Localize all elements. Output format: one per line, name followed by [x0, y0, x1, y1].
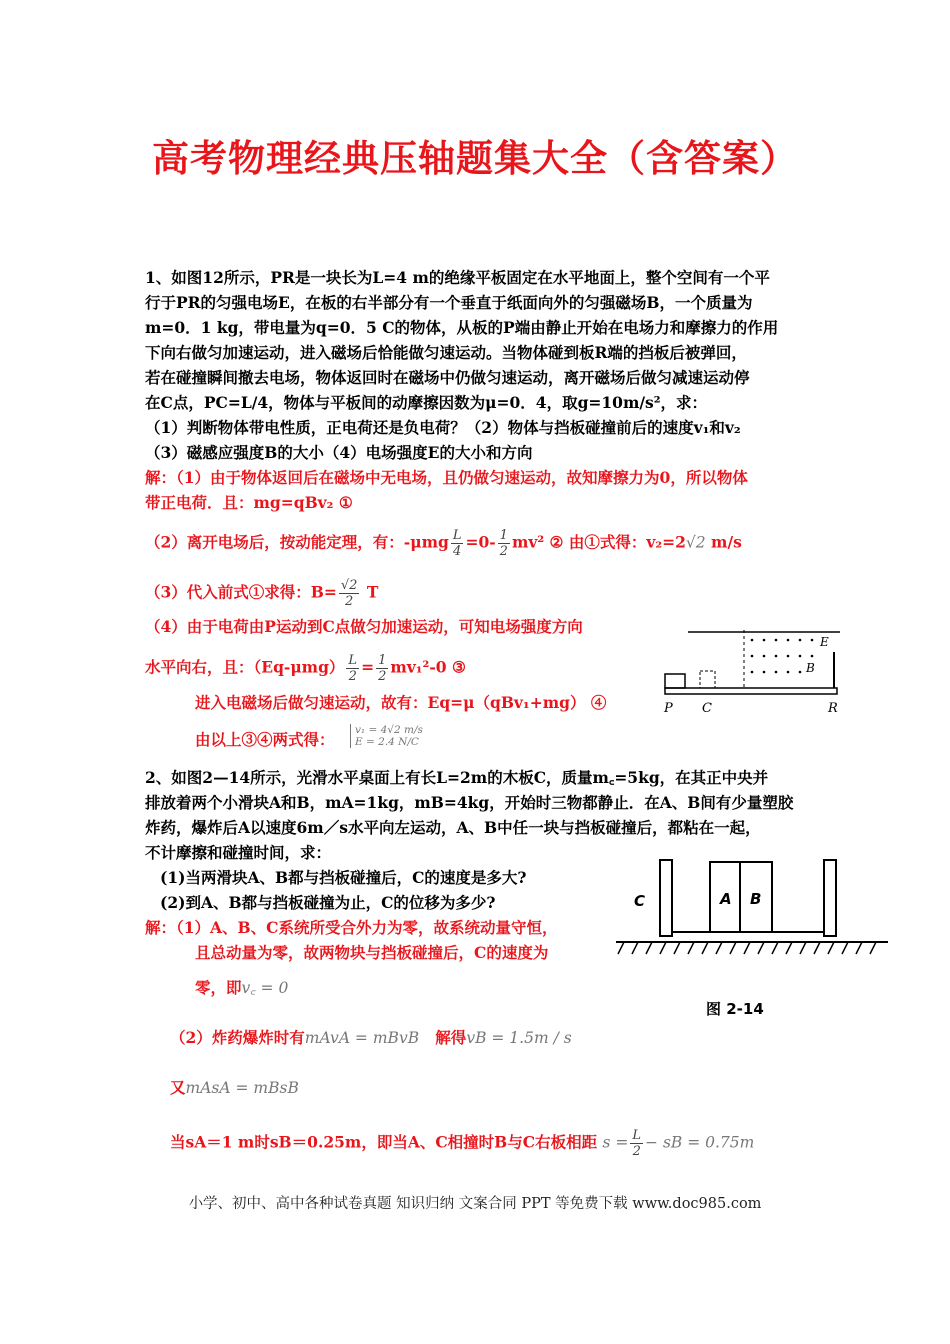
q1-line-2: 行于PR的匀强电场E，在板的右半部分有一个垂直于纸面向外的匀强磁场B，一个质量为 — [145, 293, 753, 312]
fraction-l-over-2c: $\frac{L}{2}$ — [632, 1128, 642, 1159]
q2-line-4: 不计摩擦和碰撞时间，求： — [145, 843, 332, 862]
q2-line-1: 2、如图2—14所示，光滑水平桌面上有长L=2m的木板C，质量m꜀=5kg，在其正中央并 — [145, 768, 769, 787]
page-footer: 小学、初中、高中各种试卷真题 知识归纳 文案合同 PPT 等免费下载 www.doc985.com — [188, 1196, 762, 1212]
q2-line-6: (2)到A、B都与挡板碰撞为止，C的位移为多少? — [160, 893, 496, 912]
figure-12 — [660, 626, 850, 716]
a2-vc-equation: v꜀ = 0 — [241, 979, 289, 997]
a2-solve-label: 解得 — [435, 1028, 467, 1047]
a1-result-system — [350, 724, 423, 748]
q1-line-7: （1）判断物体带电性质，正电荷还是负电荷？（2）物体与挡板碰撞前后的速度v₁和v₂ — [145, 418, 741, 437]
a2-line-5 — [170, 1078, 299, 1098]
fraction-1-over-2: $\frac{1}{2}$ — [499, 528, 508, 559]
a2-s-rhs: − sB = 0.75m — [645, 1133, 755, 1152]
q1-line-3: m=0．1 kg，带电量为q=0．5 C的物体，从板的P端由静止开始在电场力和摩擦力的作用 — [145, 318, 779, 337]
a1-line-4-part-b: T — [361, 582, 379, 602]
a1-line-3 — [145, 528, 742, 559]
q2-line-2: 排放着两个小滑块A和B，mA=1kg，mB=4kg，开始时三物都静止．在A、B间有少量塑胶 — [145, 793, 794, 812]
a2-line-4 — [170, 1028, 572, 1048]
fig1-label-e: E — [820, 635, 829, 649]
a1-line-8-label: 由以上③④两式得： — [195, 730, 335, 749]
a2-line-6 — [170, 1128, 754, 1159]
a1-line-4 — [145, 578, 378, 609]
a1-line-6-part-a: 水平向右，且：（Eq-μmg） — [145, 657, 345, 677]
result-v1: v₁ = 4√2 m/s — [355, 724, 423, 736]
q2-line-3: 炸药，爆炸后A以速度6m／s水平向左运动，A、B中任一块与挡板碰撞后，都粘在一起， — [145, 818, 761, 837]
fig2-label-a: A — [720, 890, 732, 908]
a2-line-6-text: 当sA＝1 m时sB＝0.25m，即当A、C相撞时B与C右板相距 — [170, 1132, 598, 1152]
fraction-l-over-4: $\frac{L}{4}$ — [452, 528, 462, 559]
a1-line-2: 带正电荷．且：mg=qBv₂ ① — [145, 493, 353, 512]
fig1-label-p: P — [664, 701, 673, 716]
q1-line-6: 在C点，PC=L/4，物体与平板间的动摩擦因数为μ=0．4，取g=10m/s²，求： — [145, 393, 708, 412]
a2-line-3-label: 零，即 — [195, 978, 242, 997]
q1-line-1: 1、如图12所示，PR是一块长为L=4 m的绝缘平板固定在水平地面上，整个空间有一个平 — [145, 268, 770, 287]
figure-2-14 — [610, 856, 890, 1026]
a2-momentum-equation: mAvA = mBvB — [304, 1029, 420, 1047]
a1-line-4-part-a: （3）代入前式①求得：B= — [145, 582, 337, 602]
fraction-root2-over-2: $\frac{√2}{2}$ — [340, 578, 358, 609]
a1-line-6 — [145, 653, 466, 684]
a2-line-4-label: （2）炸药爆炸时有 — [170, 1028, 305, 1047]
a1-line-6-part-b: = — [361, 657, 375, 677]
a2-line-2: 且总动量为零，故两物块与挡板碰撞后，C的速度为 — [195, 943, 549, 962]
a1-line-7: 进入电磁场后做匀速运动，故有：Eq=μ（qBv₁+mg） ④ — [195, 693, 607, 712]
fig2-label-c: C — [634, 892, 646, 910]
a1-line-5: （4）由于电荷由P运动到C点做匀加速运动，可知电场强度方向 — [145, 617, 583, 636]
page-title: 高考物理经典压轴题集大全（含答案） — [152, 137, 798, 180]
q2-line-5: (1)当两滑块A、B都与挡板碰撞后，C的速度是多大? — [160, 868, 527, 887]
fraction-l-over-2: $\frac{L}{2}$ — [348, 653, 358, 684]
q1-line-5: 若在碰撞瞬间撤去电场，物体返回时在磁场中仍做匀速运动，离开磁场后做匀减速运动停 — [145, 368, 750, 387]
fig2-caption: 图 2-14 — [706, 1000, 764, 1018]
a1-line-8 — [195, 730, 335, 750]
a1-line-3-part-b: =0- — [465, 532, 496, 552]
a1-line-3-part-a: （2）离开电场后，按动能定理，有：-μmg — [145, 532, 449, 552]
a2-line-5-label: 又 — [170, 1078, 186, 1097]
a2-displacement-equation: mAsA = mBsB — [185, 1079, 299, 1097]
a1-line-3-part-c: mv² ② 由①式得：v₂=2 — [511, 532, 686, 552]
a2-line-3 — [195, 978, 288, 998]
a1-line-3-part-d: m/s — [705, 532, 742, 552]
q1-line-8: （3）磁感应强度B的大小（4）电场强度E的大小和方向 — [145, 443, 533, 462]
a2-line-1: 解：（1）A、B、C系统所受合外力为零，故系统动量守恒， — [145, 918, 558, 937]
a2-vb-equation: vB = 1.5m / s — [466, 1029, 572, 1047]
fig1-label-b: B — [806, 661, 815, 675]
a1-line-6-part-c: mv₁²-0 ③ — [390, 657, 466, 677]
fig2-label-b: B — [750, 890, 762, 908]
root-2: √2 — [685, 533, 706, 552]
fig1-label-r: R — [828, 701, 838, 716]
a1-line-1: 解：（1）由于物体返回后在磁场中无电场，且仍做匀速运动，故知摩擦力为0，所以物体 — [145, 468, 748, 487]
fig1-label-c: C — [702, 701, 712, 716]
result-e: E = 2.4 N/C — [355, 736, 419, 748]
fraction-1-over-2b: $\frac{1}{2}$ — [378, 653, 387, 684]
a2-s-lhs: s = — [602, 1133, 629, 1152]
q1-line-4: 下向右做匀加速运动，进入磁场后恰能做匀速运动。当物体碰到板R端的挡板后被弹回， — [145, 343, 747, 362]
